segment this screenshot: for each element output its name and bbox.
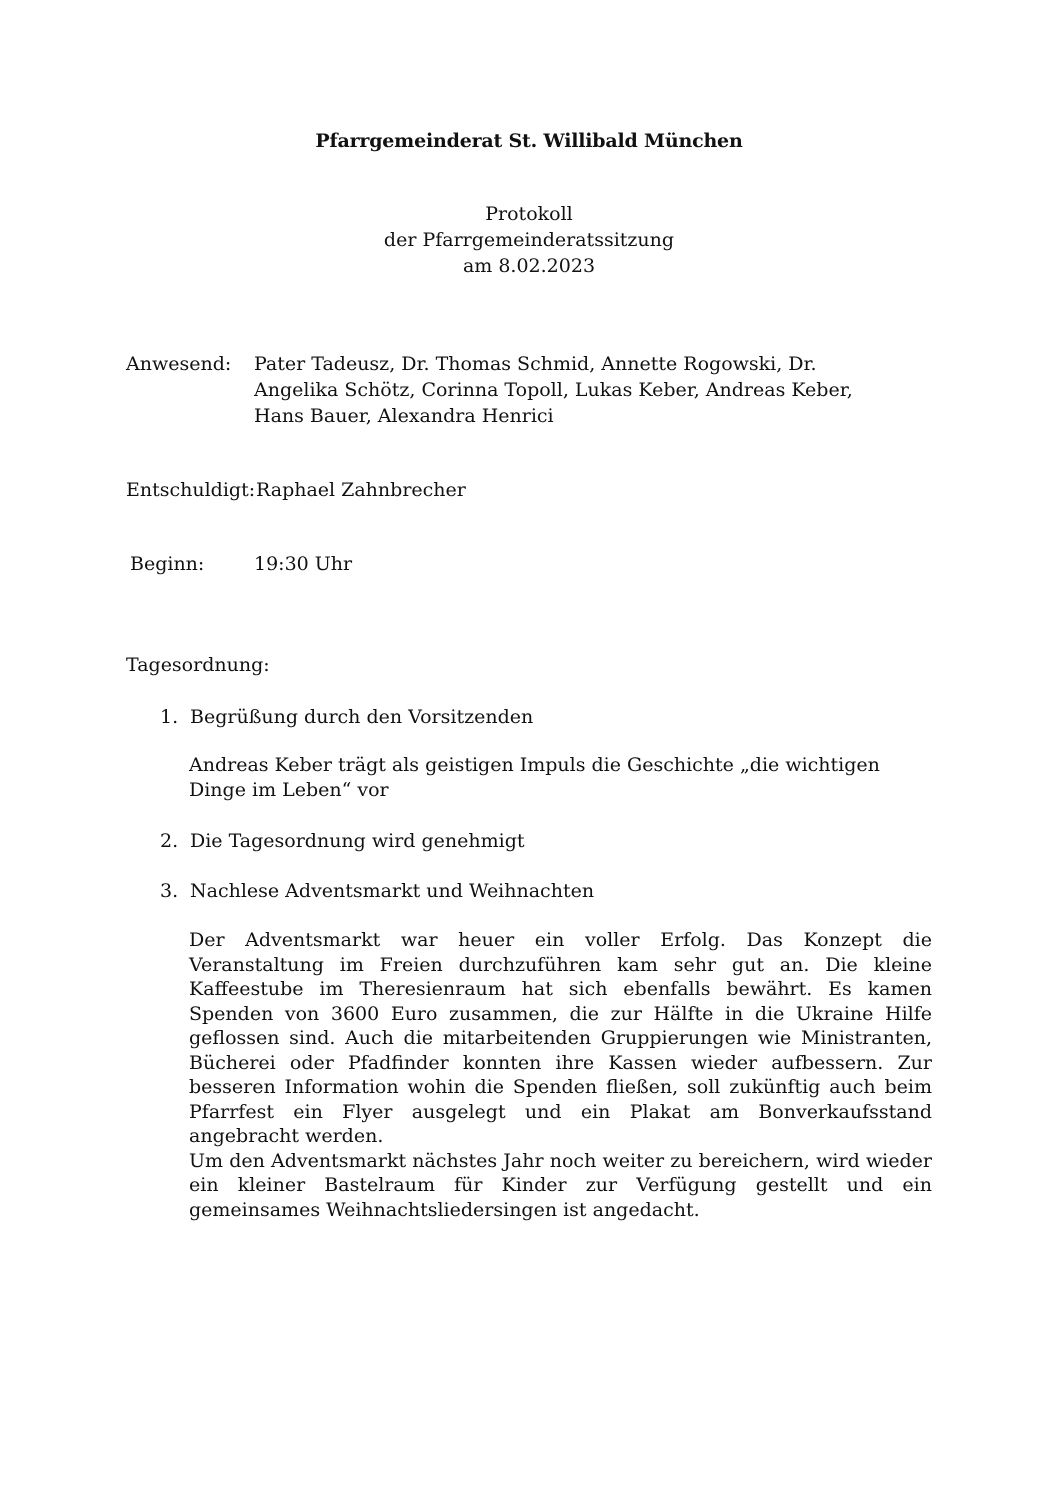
organization-title: Pfarrgemeinderat St. Willibald München (315, 130, 743, 152)
excused-label: Entschuldigt: (126, 479, 256, 501)
agenda-item-1-body: Andreas Keber trägt als geistigen Impuls die Geschichte „die wichtigen Dinge im Leben“ vor (189, 754, 880, 801)
protocol-date: am 8.02.2023 (462, 255, 596, 277)
start-time-label: Beginn: (130, 553, 205, 575)
body-paragraph: Der Adventsmarkt war heuer ein voller Erfolg. Das Konzept die Veranstaltung im Freien durchzuführen kam sehr gut an. Die kleine Kaffeestube im Theresienraum hat sich ebenfalls bewährt. Es kamen Spenden von 3600 Euro zusammen, die zur Hälfte in die Ukraine Hilfe geflossen sind. Auch die mitarbeitenden Gruppierungen wie Ministranten, Bücherei oder Pfadfinder konnten ihre Kassen wieder aufbessern. Zur besseren Information wohin die Spenden fließen, soll zukünftig auch beim Pfarrfest ein Flyer ausgelegt und ein Plakat am Bonverkaufsstand angebracht werden. (189, 929, 932, 1147)
excused-value: Raphael Zahnbrecher (256, 479, 466, 501)
protocol-header (0, 201, 1058, 279)
agenda-item-number: 1. (160, 706, 179, 728)
agenda-item-title: Die Tagesordnung wird genehmigt (190, 830, 525, 852)
protocol-title: Protokoll (485, 203, 573, 225)
agenda-item-3-body (189, 928, 932, 1222)
excused-row (126, 477, 946, 507)
start-time-row (126, 551, 946, 581)
body-paragraph: Um den Adventsmarkt nächstes Jahr noch weiter zu bereichern, wird wieder ein kleiner Bastelraum für Kinder zur Verfügung gestellt und ein gemeinsames Weihnachtsliedersingen ist angedacht. (189, 1149, 932, 1221)
protocol-subtitle: der Pfarrgemeinderatssitzung (383, 229, 675, 251)
attendees-label: Anwesend: (126, 353, 232, 375)
agenda-item-title: Nachlese Adventsmarkt und Weihnachten (190, 880, 595, 902)
attendees-row (126, 351, 946, 431)
agenda-item-title: Begrüßung durch den Vorsitzenden (190, 706, 534, 728)
attendees-value: Pater Tadeusz, Dr. Thomas Schmid, Annette Rogowski, Dr. Angelika Schötz, Corinna Topoll, Lukas Keber, Andreas Keber, Hans Bauer, Alexandra Henrici (254, 353, 853, 427)
start-time-value: 19:30 Uhr (254, 553, 353, 575)
agenda-item-number: 2. (160, 830, 179, 852)
agenda-heading: Tagesordnung: (126, 654, 270, 676)
agenda-item-number: 3. (160, 880, 179, 902)
